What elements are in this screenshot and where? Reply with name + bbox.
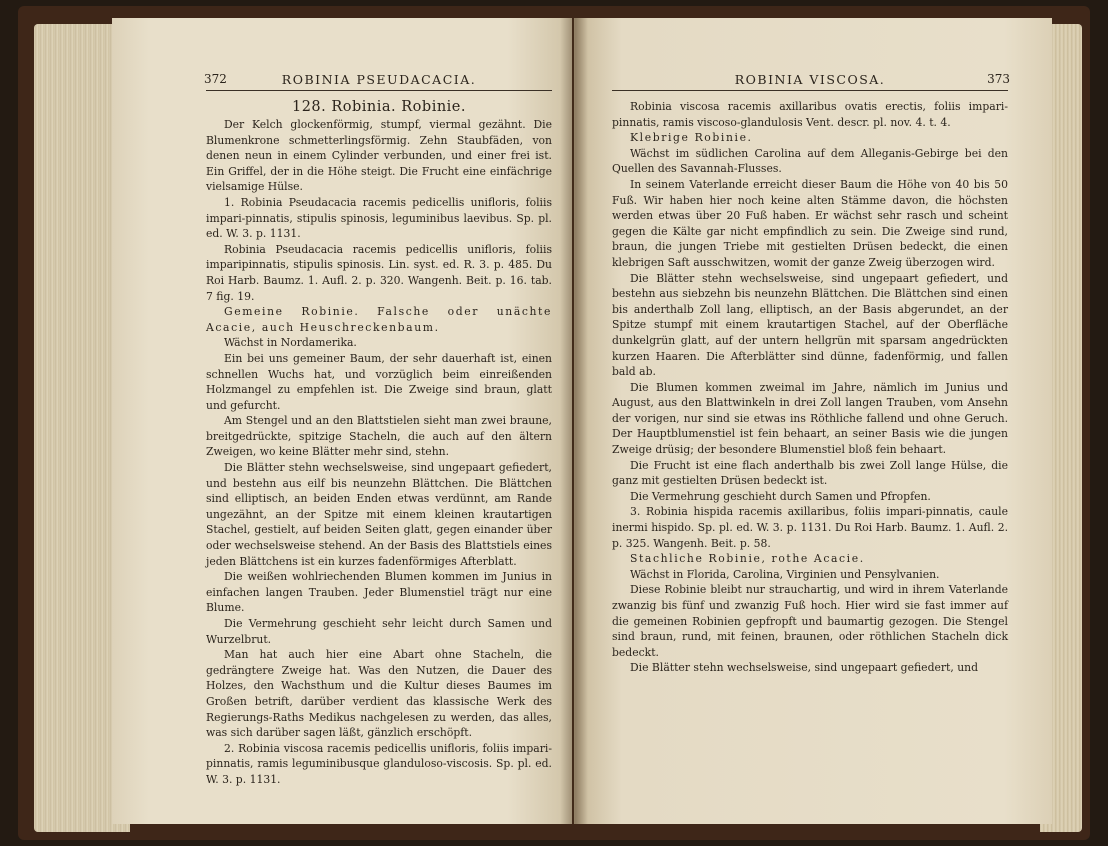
paragraph: Die Frucht ist eine flach anderthalb bis zwei Zoll lange Hülse, die ganz mit gestielten Drüsen bedeckt ist. <box>612 458 1008 488</box>
left-page-text <box>206 117 552 788</box>
paragraph: 1. Robinia Pseudacacia racemis pedicellis unifloris, foliis impari-pinnatis, stipulis spinosis, leguminibus laevibus. Sp. pl. ed. W. 3. p. 1131. <box>206 195 552 241</box>
paragraph: Robinia viscosa racemis axillaribus ovatis erectis, foliis impari-pinnatis, ramis viscoso-glandulosis Vent. descr. pl. nov. 4. t. 4. <box>612 100 1008 129</box>
paragraph: Man hat auch hier eine Abart ohne Stacheln, die gedrängtere Zweige hat. Was den Nutzen, die Dauer des Holzes, den Wachsthum und die Kultur dieses Baumes im Großen betrift, darüber verdient das klassische Werk des Regierungs-Raths Medikus nachgelesen zu werden, das alles, was sich darüber sagen läßt, gänzlich erschöpft. <box>206 648 552 740</box>
paragraph: Stachliche Robinie, rothe Acacie. <box>630 552 865 566</box>
entry-heading: 128. Robinia. Robinie. <box>291 99 467 115</box>
paragraph: 2. Robinia viscosa racemis pedicellis unifloris, foliis impari-pinnatis, ramis leguminibusque glanduloso-viscosis. Sp. pl. ed. W. 3. p. 1131. <box>206 741 552 786</box>
book-gutter <box>560 18 588 824</box>
paragraph: Die Blätter stehn wechselsweise, sind ungepaart gefiedert, und <box>630 661 979 675</box>
paragraph: Ein bei uns gemeiner Baum, der sehr dauerhaft ist, einen schnellen Wuchs hat, und vorzüglich beim einreißenden Holzmangel zu empfehlen ist. Die Zweige sind braun, glatt und gefurcht. <box>206 351 552 412</box>
running-title-right: ROBINIA VISCOSA. <box>734 72 886 87</box>
paragraph: Die Vermehrung geschieht durch Samen und Pfropfen. <box>630 489 931 503</box>
paragraph: Am Stengel und an den Blattstielen sieht man zwei braune, breitgedrückte, spitzige Stacheln, die auch auf den ältern Zweigen, wo keine Blätter mehr sind, stehn. <box>206 414 552 459</box>
paragraph: Der Kelch glockenförmig, stumpf, viermal gezähnt. Die Blumenkrone schmetterlingsförmig. Zehn Staubfäden, von denen neun in einem Cylinder verbunden, und einer frei ist. Ein Griffel, der in die Höhe steigt. Die Frucht eine einfächrige vielsamige Hülse. <box>206 118 552 194</box>
paragraph: Wächst in Nordamerika. <box>224 336 357 350</box>
paragraph: Diese Robinie bleibt nur strauchartig, und wird in ihrem Vaterlande zwanzig bis fünf und zwanzig Fuß hoch. Hier wird sie fast immer auf die gemeinen Robinien gepfropft und baumartig gezogen. Die Stengel sind braun, rund, mit feinen, braunen, oder röthlichen Stacheln dick bedeckt. <box>612 583 1008 659</box>
paragraph: Die Blätter stehn wechselsweise, sind ungepaart gefiedert, und bestehn aus siebzehn bis neunzehn Blättchen. Die Blättchen sind einen bis anderthalb Zoll lang, elliptisch, an der Basis abgerundet, an der Spitze stumpf mit einem krautartigen Stachel, auf der Oberfläche dunkelgrün glatt, auf der untern hellgrün mit sparsam angedrückten kurzen Haaren. Die Afterblätter sind dünne, fadenförmig, und fallen bald ab. <box>612 271 1008 379</box>
running-head-right <box>612 68 1008 91</box>
running-title-left: ROBINIA PSEUDACACIA. <box>281 72 477 87</box>
paragraph: Gemeine Robinie. Falsche oder unächte Acacie, auch Heuschreckenbaum. <box>206 305 552 334</box>
paragraph: Die weißen wohlriechenden Blumen kommen im Junius in einfachen langen Trauben. Jeder Blumenstiel trägt nur eine Blume. <box>206 570 552 615</box>
paragraph: Robinia Pseudacacia racemis pedicellis unifloris, foliis imparipinnatis, stipulis spinosis. Lin. syst. ed. R. 3. p. 485. Du Roi Harb. Baumz. 1. Aufl. 2. p. 320. Wangenh. Beit. p. 16. tab. 7 fig. 19. <box>206 242 552 303</box>
right-page <box>574 18 1052 824</box>
paragraph: Die Blumen kommen zweimal im Jahre, nämlich im Junius und August, aus den Blattwinkeln in drei Zoll langen Trauben, vom Ansehn der vorigen, nur sind sie etwas ins Röthliche fallend und ohne Geruch. Der Hauptblumenstiel ist fein behaart, an seiner Basis wie die jungen Zweige drüsig; der besondere Blumenstiel bloß fein behaart. <box>612 380 1008 457</box>
page-number-left: 372 <box>204 72 227 86</box>
running-head-left <box>206 68 552 91</box>
paragraph: 3. Robinia hispida racemis axillaribus, foliis impari-pinnatis, caule inermi hispido. Sp. pl. ed. W. 3. p. 1131. Du Roi Harb. Baumz. 1. Aufl. 2. p. 325. Wangenh. Beit. p. 58. <box>612 505 1008 550</box>
paragraph: Wächst im südlichen Carolina auf dem Alleganis-Gebirge bei den Quellen des Savannah-Flusses. <box>612 146 1008 176</box>
right-page-text <box>612 99 1008 676</box>
paragraph: Klebrige Robinie. <box>630 131 753 145</box>
page-number-right: 373 <box>987 72 1010 86</box>
paragraph: Die Vermehrung geschieht sehr leicht durch Samen und Wurzelbrut. <box>206 617 552 646</box>
left-page <box>112 18 572 824</box>
paragraph: In seinem Vaterlande erreicht dieser Baum die Höhe von 40 bis 50 Fuß. Wir haben hier noch keine alten Stämme davon, die höchsten werden etwas über 20 Fuß haben. Er wächst sehr rasch und scheint gegen die Kälte gar nicht empfindlich zu sein. Die Zweige sind rund, braun, die jungen Triebe mit gestielten Drüsen bedeckt, die einen klebrigen Saft ausschwitzen, womit der ganze Zweig überzogen wird. <box>612 177 1008 269</box>
paragraph: Die Blätter stehn wechselsweise, sind ungepaart gefiedert, und bestehn aus eilf bis neunzehn Blättchen. Die Blättchen sind elliptisch, an beiden Enden etwas verdünnt, am Rande ungezähnt, an der Spitze mit einem kleinen krautartigen Stachel, gestielt, auf beiden Seiten glatt, gegen einander über oder wechselsweise stehend. An der Basis des Blattstiels eines jeden Blättchens ist ein kurzes fadenförmiges Afterblatt. <box>206 461 552 568</box>
paragraph: Wächst in Florida, Carolina, Virginien und Pensylvanien. <box>630 567 940 581</box>
